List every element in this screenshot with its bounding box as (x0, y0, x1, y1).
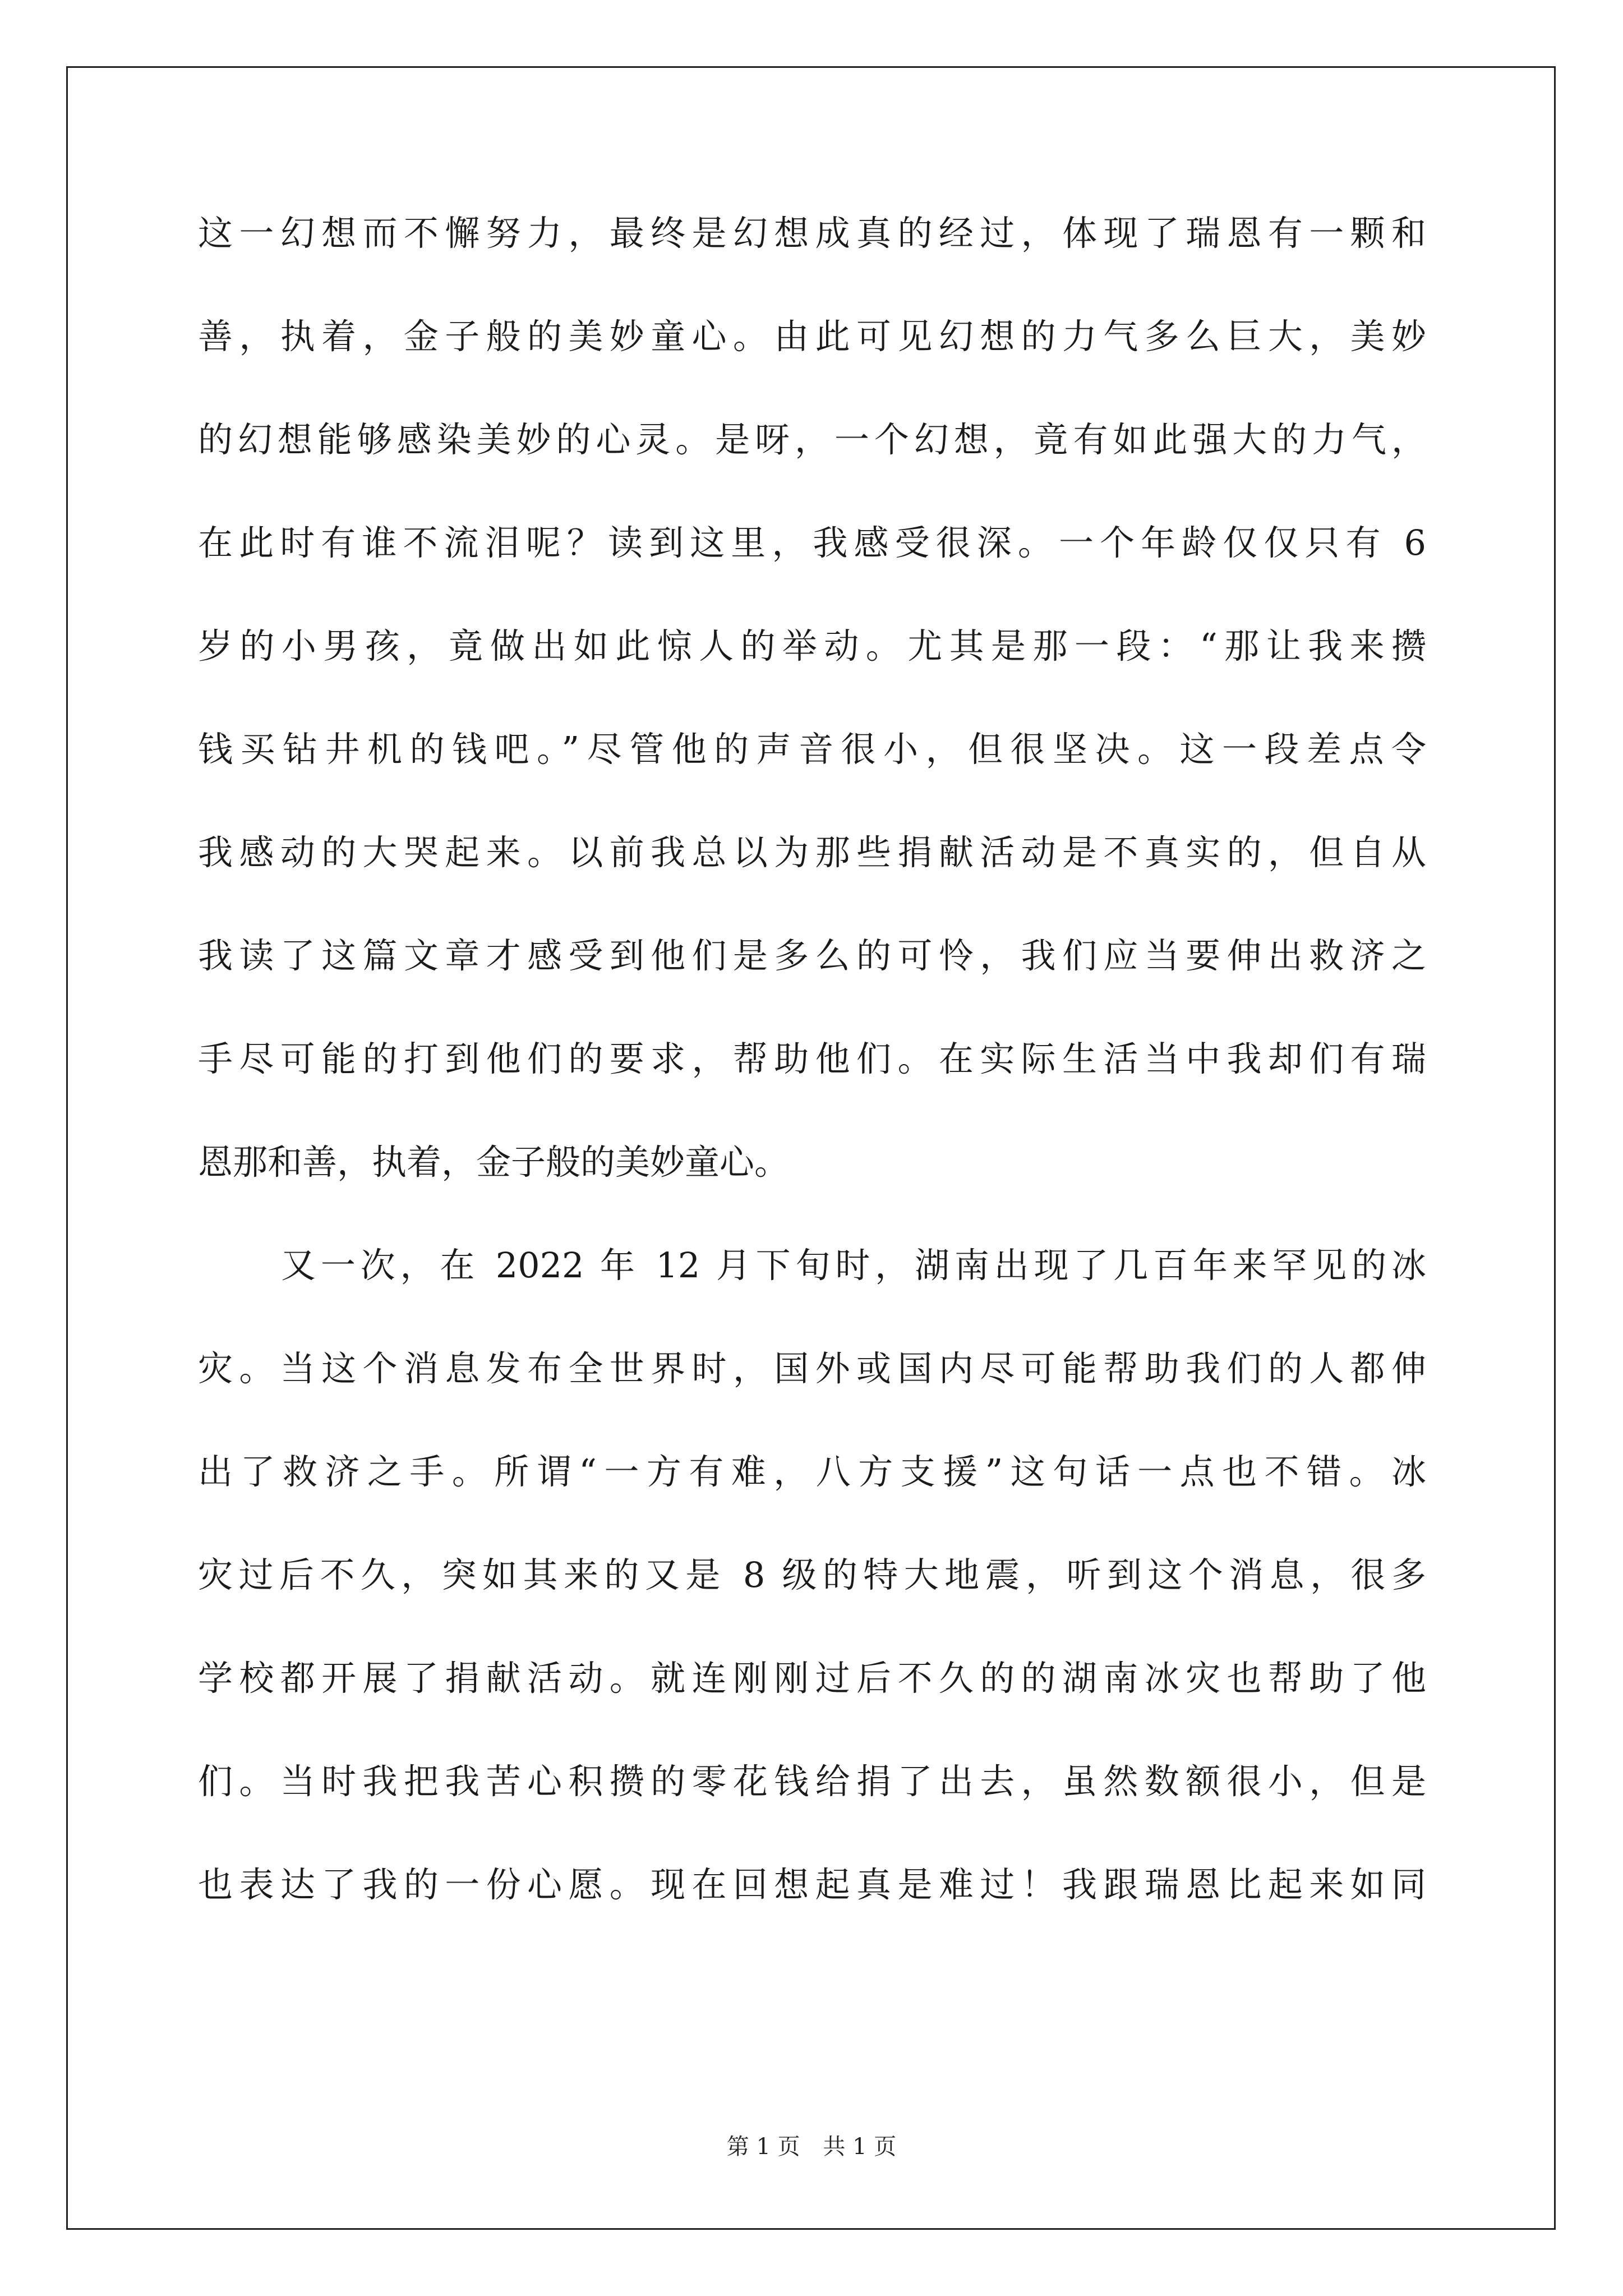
text-line: 这一幻想而不懈努力，最终是幻想成真的经过，体现了瑞恩有一颗和 (198, 213, 1426, 254)
text-line: 我感动的大哭起来。以前我总以为那些捐献活动是不真实的，但自从 (198, 832, 1426, 873)
text-line: 手尽可能的打到他们的要求，帮助他们。在实际生活当中我却们有瑞 (198, 1038, 1426, 1079)
text-line: 也表达了我的一份心愿。现在回想起真是难过！我跟瑞恩比起来如同 (198, 1864, 1426, 1905)
text-line: 又一次，在 2022 年 12 月下旬时，湖南出现了几百年来罕见的冰 (281, 1245, 1426, 1286)
paragraph (198, 1240, 1426, 1962)
page-total: 共 1 页 (823, 2134, 897, 2160)
text-line: 灾过后不久，突如其来的又是 8 级的特大地震，听到这个消息，很多 (198, 1554, 1426, 1595)
text-line: 在此时有谁不流泪呢？读到这里，我感受很深。一个年龄仅仅只有 6 (198, 522, 1426, 563)
text-line: 善，执着，金子般的美妙童心。由此可见幻想的力气多么巨大，美妙 (198, 316, 1426, 357)
text-line: 灾。当这个消息发布全世界时，国外或国内尽可能帮助我们的人都伸 (198, 1348, 1426, 1389)
document-body (198, 208, 1426, 1962)
text-line: 出了救济之手。所谓“一方有难，八方支援”这句话一点也不错。冰 (198, 1451, 1426, 1492)
text-line: 岁的小男孩，竟做出如此惊人的举动。尤其是那一段：“那让我来攒 (198, 625, 1426, 666)
page-footer (0, 2129, 1623, 2161)
text-line: 钱买钻井机的钱吧。”尽管他的声音很小，但很坚决。这一段差点令 (198, 729, 1426, 770)
text-line: 的幻想能够感染美妙的心灵。是呀，一个幻想，竟有如此强大的力气， (198, 419, 1426, 460)
text-line: 我读了这篇文章才感受到他们是多么的可怜，我们应当要伸出救济之 (198, 935, 1426, 976)
text-line: 学校都开展了捐献活动。就连刚刚过后不久的的湖南冰灾也帮助了他 (198, 1658, 1426, 1699)
text-line: 们。当时我把我苦心积攒的零花钱给捐了出去，虽然数额很小，但是 (198, 1761, 1426, 1802)
text-line: 恩那和善，执着，金子般的美妙童心。 (198, 1142, 790, 1182)
page-number: 第 1 页 (726, 2134, 800, 2160)
paragraph (198, 208, 1426, 1240)
